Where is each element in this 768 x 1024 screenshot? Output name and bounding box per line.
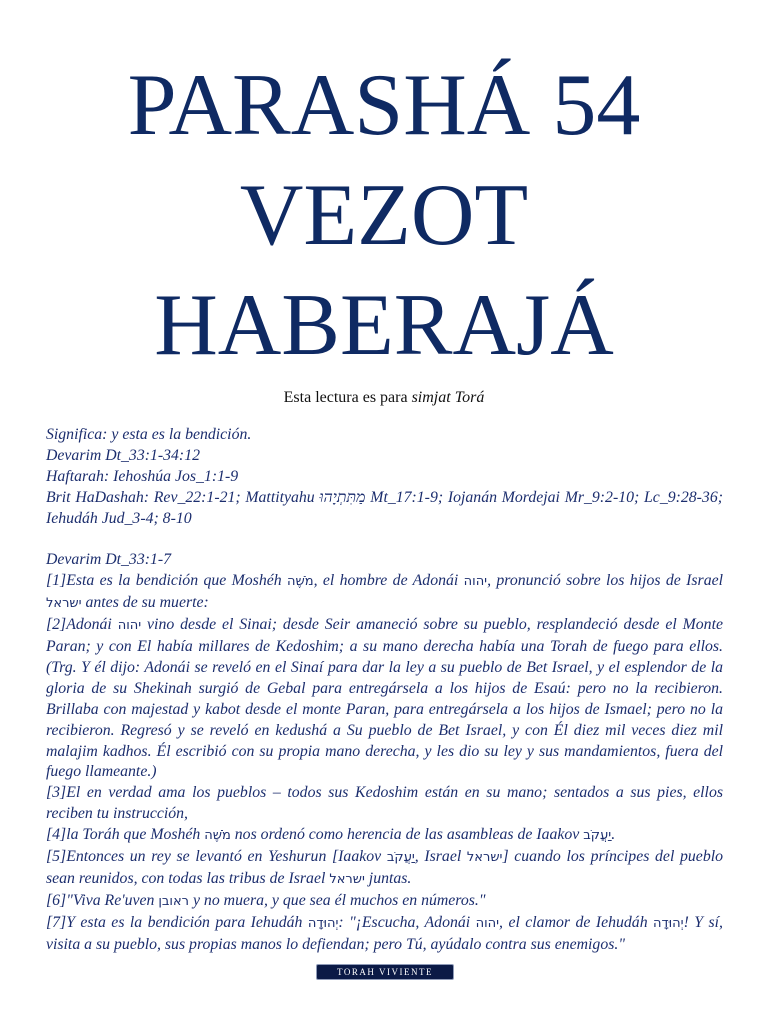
reading-occasion-text: Esta lectura es para [283, 389, 412, 406]
verse-1-text-a: [1]Esta es la bendición que Moshéh [46, 572, 288, 590]
verse-1-text-c: , pronunció sobre los hijos de Israel [487, 572, 723, 590]
document-body [46, 425, 723, 956]
torah-reference: Devarim Dt_33:1-34:12 [46, 446, 200, 464]
haftarah-reference: Haftarah: Iehoshúa Jos_1:1-9 [46, 467, 239, 485]
verse-7-text-a: [7]Y esta es la bendición para Iehudáh [46, 913, 308, 931]
verse-4-text-c: . [611, 826, 616, 844]
verse-3: [3]El en verdad ama los pueblos – todos sus Kedoshim están en su mano; sentados a sus pies, ellos reciben tu instrucción, [46, 784, 723, 823]
reading-occasion-italic: simjat Torá [411, 389, 485, 406]
verse-7-text-d: ! Y sí, visita a su pueblo, sus propias manos lo defiendan; pero Tú, ayúdalo contra sus enemigos." [46, 913, 724, 953]
verse-5-hebrew-1: יַעֲקֹב [386, 850, 415, 866]
verse-5-hebrew-3: ישראל [329, 872, 365, 888]
verse-6-text-b: y no muera, y que sea él muchos en números." [189, 891, 486, 909]
verse-6-hebrew-1: ראובן [158, 893, 190, 909]
verse-6-text-a: [6]"Viva Re'uven [46, 891, 159, 909]
verse-7-hebrew-1: יְהוּדָה [307, 915, 339, 931]
page-title-line-3: HABERAJÁ [154, 277, 614, 374]
reading-heading: Devarim Dt_33:1-7 [46, 551, 172, 569]
verse-5-text-b: , Israel [414, 848, 467, 866]
verse-1-hebrew-3: ישראל [46, 596, 82, 612]
verse-1-hebrew-1: מֹשֶׁה [287, 574, 314, 590]
verse-5-text-d: juntas. [364, 870, 412, 888]
verse-5-hebrew-2: ישראל [466, 850, 503, 866]
verse-4-text-a: [4]la Toráh que Moshéh [46, 826, 205, 844]
verse-4-text-b: nos ordenó como herencia de las asambleas de Iaakov [230, 826, 584, 844]
verse-7-hebrew-3: יְהוּדָה [653, 915, 684, 931]
verse-1-hebrew-2: יהוה [463, 574, 488, 590]
verse-7-hebrew-2: יהוה [475, 915, 500, 931]
torah-viviente-logo: TORAH VIVIENTE [316, 964, 454, 980]
verse-1 [46, 571, 723, 615]
verse-2-text-b: vino desde el Sinai; desde Seir amaneció sobre su pueblo, resplandeció desde el Monte Paran; y con El había millares de Kedoshim; a su mano derecha había una Torah de fuego para ellos. (Trg. Y él dijo: Adonái se reveló en el Sinaí para dar la ley a su pueblo de Bet Israel, y el esplendor de la gloria de su Shekinah surgió de Gebal para entregársela a los hijos de Esaú: pero no la recibieron. Brillaba con majestad y kabot desde el monte Paran, para entregársela a los hijos de Ismael; pero no la recibieron. Regresó y se reveló en kedushá a Su pueblo de Bet Israel, y con Él diez mil veces diez mil malajim kadhos. Él escribió con su propia mano derecha, y les dio su ley y sus mandamientos, fuera del fuego llameante.) [46, 616, 723, 781]
verse-7-text-c: , el clamor de Iehudáh [499, 913, 654, 931]
reading-occasion [0, 389, 768, 407]
meaning-line: Significa: y esta es la bendición. [46, 426, 252, 443]
verse-7 [46, 913, 723, 956]
verse-5 [46, 847, 723, 891]
verse-7-text-b: : "¡Escucha, Adonái [338, 913, 476, 931]
page-title-line-2: VEZOT [239, 167, 529, 264]
verse-2-text-a: [2]Adonái [46, 616, 118, 634]
verse-5-text-c: ] cuando los príncipes del pueblo sean reunidos, con todas las tribus de Israel [46, 848, 724, 888]
verse-2-hebrew-1: יהוה [117, 618, 142, 634]
verse-1-text-d: antes de su muerte: [81, 594, 209, 612]
page-title-line-1: PARASHÁ 54 [127, 57, 641, 154]
brit-hadashah-reference: Brit HaDashah: Rev_22:1-21; Mattityahu מַתִּתְיָהוּ Mt_17:1-9; Iojanán Mordejai Mr_9:2-10; Lc_9:28-36; Iehudáh Jud_3-4; 8-10 [46, 488, 723, 527]
verse-1-text-b: , el hombre de Adonái [313, 572, 464, 590]
verse-4-hebrew-2: יַעֲקֹב [583, 828, 612, 844]
spacer [46, 530, 723, 551]
verse-4-hebrew-1: מֹשֶׁה [204, 828, 231, 844]
verse-2 [46, 615, 723, 783]
verse-5-text-a: [5]Entonces un rey se levantó en Yeshurun [Iaakov [46, 848, 387, 866]
verse-6 [46, 891, 723, 913]
verse-4 [46, 825, 723, 847]
